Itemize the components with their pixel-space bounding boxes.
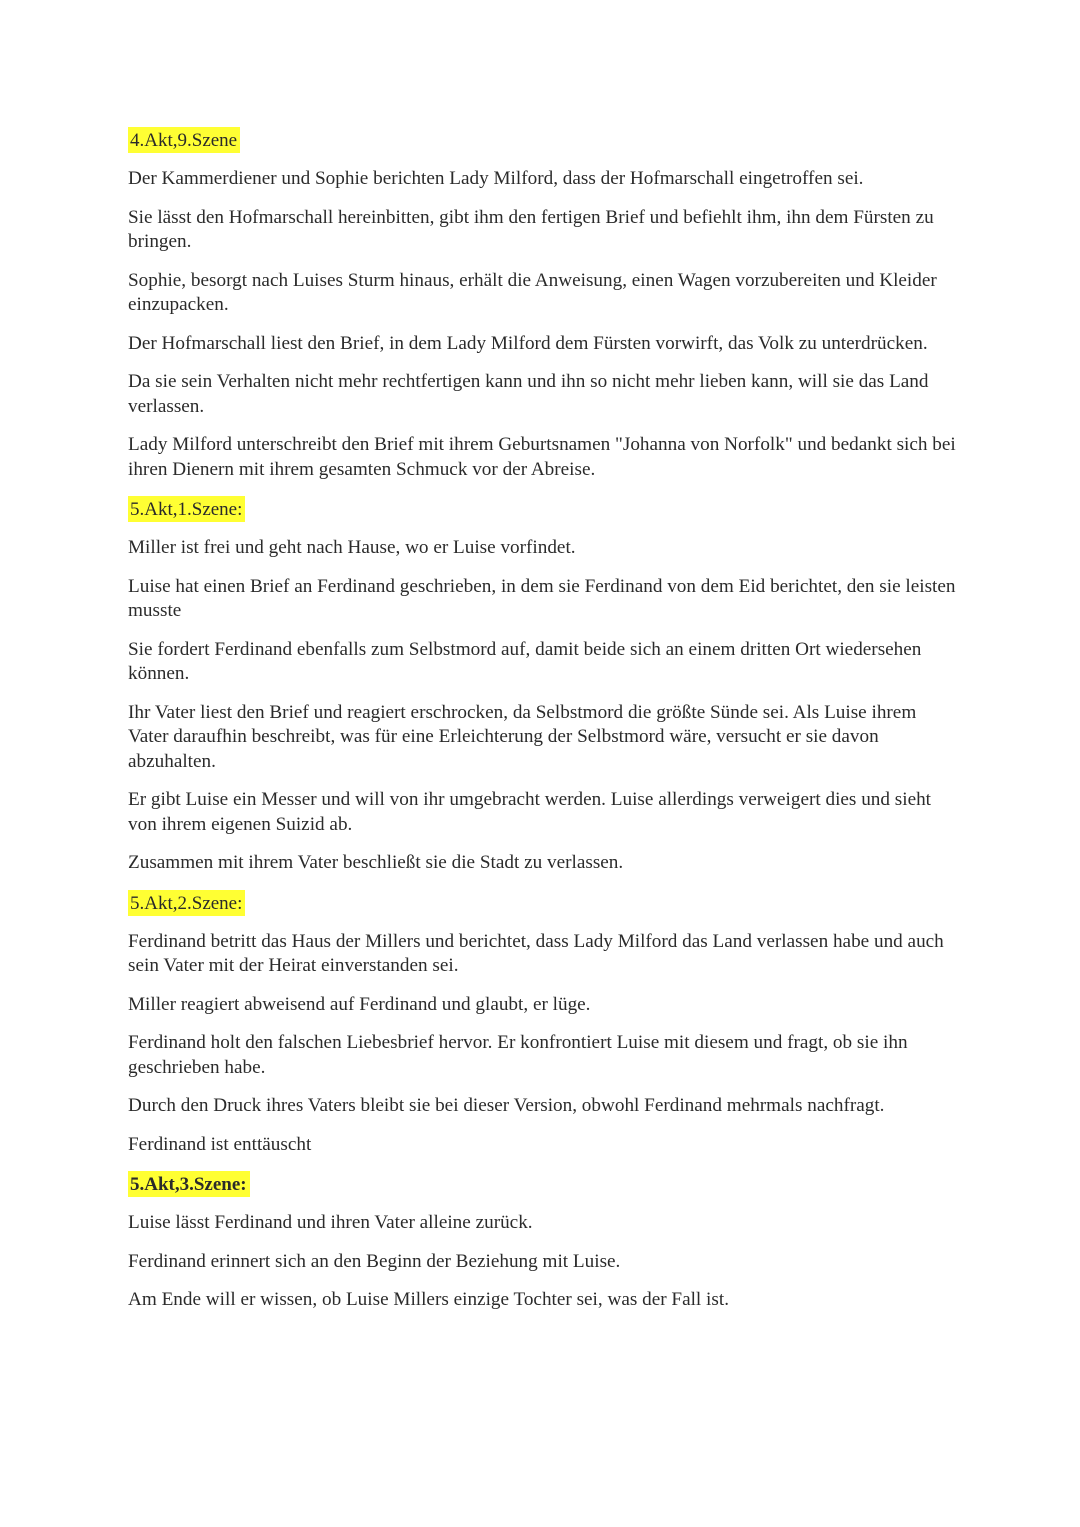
paragraph: Miller reagiert abweisend auf Ferdinand und glaubt, er lüge. [128,993,591,1015]
paragraph: Der Hofmarschall liest den Brief, in dem Lady Milford dem Fürsten vorwirft, das Volk zu unterdrücken. [128,332,928,354]
paragraph: Der Kammerdiener und Sophie berichten Lady Milford, dass der Hofmarschall eingetroffen sei. [128,168,864,189]
paragraph: Ferdinand erinnert sich an den Beginn der Beziehung mit Luise. [128,1250,621,1272]
paragraph: Miller ist frei und geht nach Hause, wo er Luise vorfindet. [128,537,576,558]
section-5-akt-3-szene [128,1171,958,1313]
paragraph: Sie lässt den Hofmarschall hereinbitten, gibt ihm den fertigen Brief und befiehlt ihm, ihn dem Fürsten zu bringen. [128,206,934,252]
section-5-akt-1-szene [128,496,958,876]
paragraph: Ihr Vater liest den Brief und reagiert erschrocken, da Selbstmord die größte Sünde sei. Als Luise ihrem Vater daraufhin beschreibt, was für eine Erleichterung der Selbstmord wäre, versucht er sie davon abzuhalten. [128,701,917,772]
paragraph: Ferdinand ist enttäuscht [128,1133,312,1155]
paragraph: Da sie sein Verhalten nicht mehr rechtfertigen kann und ihn so nicht mehr lieben kann, will sie das Land verlassen. [128,371,929,417]
section-heading: 5.Akt,3.Szene: [128,1171,250,1197]
section-heading: 4.Akt,9.Szene [128,127,240,153]
paragraph: Luise hat einen Brief an Ferdinand geschrieben, in dem sie Ferdinand von dem Eid berichtet, den sie leisten musste [128,575,956,621]
document-content [128,127,958,1313]
paragraph: Zusammen mit ihrem Vater beschließt sie die Stadt zu verlassen. [128,852,624,873]
paragraph: Lady Milford unterschreibt den Brief mit ihrem Geburtsnamen "Johanna von Norfolk" und bedankt sich bei ihren Dienern mit ihrem gesamten Schmuck vor der Abreise. [128,434,956,480]
paragraph: Sophie, besorgt nach Luises Sturm hinaus, erhält die Anweisung, einen Wagen vorzubereiten und Kleider einzupacken. [128,269,937,315]
paragraph: Durch den Druck ihres Vaters bleibt sie bei dieser Version, obwohl Ferdinand mehrmals nachfragt. [128,1095,885,1116]
section-heading: 5.Akt,2.Szene: [128,890,245,916]
paragraph: Er gibt Luise ein Messer und will von ihr umgebracht werden. Luise allerdings verweigert dies und sieht von ihrem eigenen Suizid ab. [128,789,932,835]
paragraph: Ferdinand betritt das Haus der Millers und berichtet, dass Lady Milford das Land verlassen habe und auch sein Vater mit der Heirat einverstanden sei. [128,930,944,976]
section-heading: 5.Akt,1.Szene: [128,496,245,522]
paragraph: Am Ende will er wissen, ob Luise Millers einzige Tochter sei, was der Fall ist. [128,1289,729,1310]
paragraph: Luise lässt Ferdinand und ihren Vater alleine zurück. [128,1212,533,1233]
section-5-akt-2-szene [128,890,958,1158]
paragraph: Ferdinand holt den falschen Liebesbrief hervor. Er konfrontiert Luise mit diesem und fragt, ob sie ihn geschrieben habe. [128,1032,908,1078]
paragraph: Sie fordert Ferdinand ebenfalls zum Selbstmord auf, damit beide sich an einem dritten Ort wiedersehen können. [128,638,922,684]
section-4-akt-9-szene [128,127,958,482]
